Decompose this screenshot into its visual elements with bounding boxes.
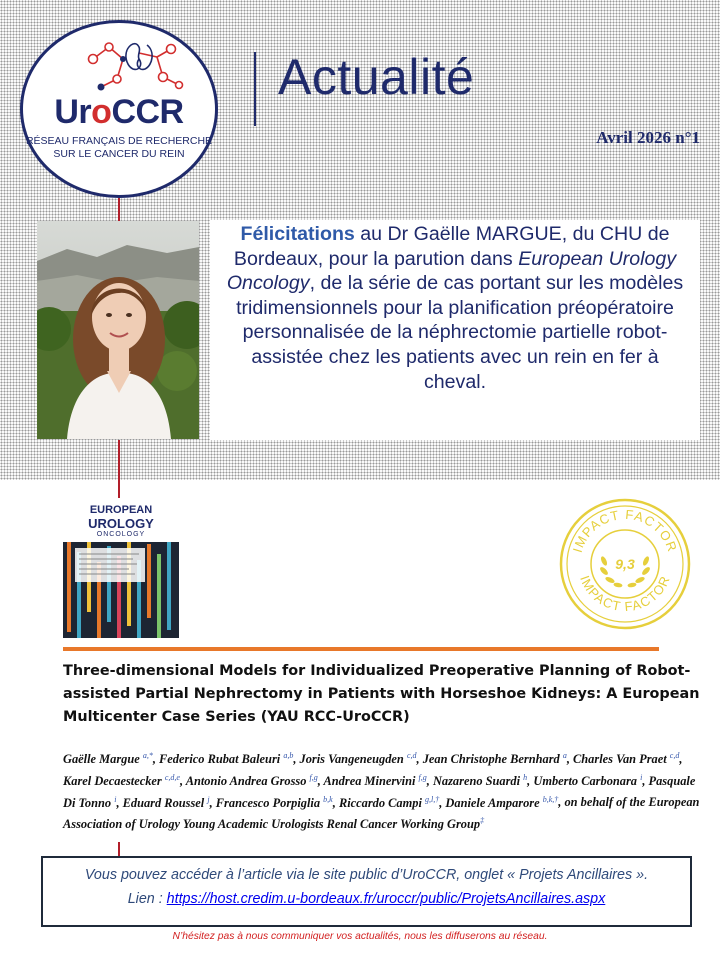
author-affiliation: b,k bbox=[323, 794, 333, 804]
author-name: Joris Vangeneugden bbox=[299, 752, 407, 767]
access-text: Vous pouvez accéder à l’article via le site public d’UroCCR, onglet « Projets Ancillaires ». bbox=[84, 867, 649, 883]
congratulations-text bbox=[210, 220, 700, 394]
author-affiliation: i bbox=[114, 794, 117, 804]
author-separator: , bbox=[116, 795, 123, 810]
author-affiliation: g,l,† bbox=[424, 794, 440, 804]
connector-line bbox=[118, 440, 120, 498]
journal-cover-line1: EUROPEAN bbox=[89, 504, 153, 516]
author-affiliation: i bbox=[640, 772, 643, 782]
uroccr-logo bbox=[20, 20, 218, 198]
author-name: Nazareno Suardi bbox=[432, 773, 524, 788]
author-separator: , bbox=[317, 773, 324, 788]
author-name: Charles Van Praet bbox=[573, 752, 670, 767]
author-name: Eduard Roussel bbox=[122, 795, 208, 810]
author-separator: , bbox=[439, 795, 446, 810]
congratulations-part1: au Dr Gaëlle MARGUE, du CHU de Bordeaux, pour la parution dans bbox=[233, 223, 670, 270]
impact-factor-value: 9,3 bbox=[615, 556, 635, 572]
author-affiliation: c,d bbox=[669, 751, 680, 760]
authors-tail: , on behalf of the European Association of Urology Young Academic Urologists Renal Cancer Working Group bbox=[63, 795, 700, 832]
journal-cover-art bbox=[63, 542, 179, 638]
author-separator: , bbox=[566, 752, 574, 767]
author-affiliation: h bbox=[523, 772, 528, 782]
impact-factor-seal bbox=[558, 497, 692, 631]
header-divider bbox=[254, 52, 256, 126]
logo-subtitle-line1: RÉSEAU FRANÇAIS DE RECHERCHE bbox=[25, 135, 213, 147]
author-separator: , bbox=[179, 773, 186, 788]
authors-tail-sup: ‡ bbox=[480, 816, 485, 826]
access-box bbox=[41, 856, 692, 927]
logo-subtitle bbox=[23, 135, 215, 161]
journal-cover-line3: ONCOLOGY bbox=[96, 531, 146, 538]
connector-line bbox=[118, 198, 120, 222]
author-name: Gaëlle Margue bbox=[63, 752, 143, 767]
author-affiliation: f,g bbox=[418, 772, 427, 782]
author-name: Umberto Carbonara bbox=[533, 773, 641, 788]
journal-cover bbox=[63, 498, 179, 638]
author-affiliation: a,b bbox=[283, 751, 294, 760]
author-affiliation: j bbox=[207, 794, 210, 804]
author-affiliation: f,g bbox=[309, 772, 318, 782]
article-divider bbox=[63, 647, 659, 651]
author-separator: , bbox=[293, 752, 300, 767]
author-name: Andrea Minervini bbox=[323, 773, 419, 788]
author-separator: , bbox=[679, 752, 683, 767]
footer-note: N’hésitez pas à nous communiquer vos actualités, nous les diffuserons au réseau. bbox=[172, 931, 548, 942]
author-name: Daniele Amparore bbox=[445, 795, 543, 810]
author-separator: , bbox=[642, 773, 649, 788]
author-affiliation: b,k,† bbox=[542, 794, 559, 804]
impact-factor-label-bottom: IMPACT FACTOR bbox=[577, 573, 673, 615]
logo-wordmark: UroCCR bbox=[54, 93, 184, 131]
author-name: Riccardo Campi bbox=[338, 795, 425, 810]
author-affiliation: c,d,e bbox=[164, 772, 180, 782]
author-name: Francesco Porpiglia bbox=[215, 795, 324, 810]
congratulations-box bbox=[210, 220, 700, 440]
issue-date: Avril 2026 n°1 bbox=[596, 128, 700, 147]
article-title: Three-dimensional Models for Individualized Preoperative Planning of Robot-assisted Partial Nephrectomy in Patients with Horseshoe Kidneys: A European Multicenter Case Series (YAU RCC-UroCCR) bbox=[63, 663, 700, 725]
portrait-photo bbox=[37, 221, 199, 439]
journal-cover-title bbox=[63, 504, 179, 530]
author-name: Antonio Andrea Grosso bbox=[185, 773, 310, 788]
connector-line bbox=[118, 842, 120, 856]
author-name: Karel Decaestecker bbox=[63, 773, 165, 788]
author-affiliation: a bbox=[562, 751, 567, 760]
author-separator: , bbox=[416, 752, 423, 767]
link-label: Lien : bbox=[127, 891, 167, 907]
journal-cover-line2: UROLOGY bbox=[88, 516, 154, 531]
author-separator: , bbox=[527, 773, 534, 788]
congratulations-part2: , de la série de cas portant sur les modèles tridimensionnels pour la planification préopératoire personnalisée de la néphrectomie partielle robot-assistée chez les patients avec un rein en fer à cheval. bbox=[236, 272, 684, 393]
impact-factor-label-top: IMPACT FACTOR bbox=[569, 506, 681, 555]
author-affiliation: c,d bbox=[406, 751, 417, 760]
author-affiliation: a,* bbox=[142, 751, 153, 760]
article-authors bbox=[63, 747, 703, 834]
article-link[interactable]: https://host.credim.u-bordeaux.fr/uroccr/public/ProjetsAncillaires.aspx bbox=[166, 891, 606, 907]
congratulations-lead: Félicitations bbox=[240, 223, 355, 245]
logo-subtitle-line2: SUR LE CANCER DU REIN bbox=[53, 148, 185, 160]
journal-cover-header bbox=[63, 498, 179, 542]
author-separator: , bbox=[209, 795, 216, 810]
author-name: Pasquale Di Tonno bbox=[63, 773, 696, 810]
author-name: Federico Rubat Baleuri bbox=[159, 752, 284, 767]
author-separator: , bbox=[152, 752, 160, 767]
page-title: Actualité bbox=[278, 49, 475, 105]
journal-name: European Urology Oncology bbox=[226, 247, 677, 295]
author-separator: , bbox=[426, 773, 433, 788]
molecule-icon bbox=[79, 35, 189, 99]
access-link-line bbox=[43, 883, 690, 907]
author-separator: , bbox=[332, 795, 339, 810]
author-name: Jean Christophe Bernhard bbox=[422, 752, 563, 767]
